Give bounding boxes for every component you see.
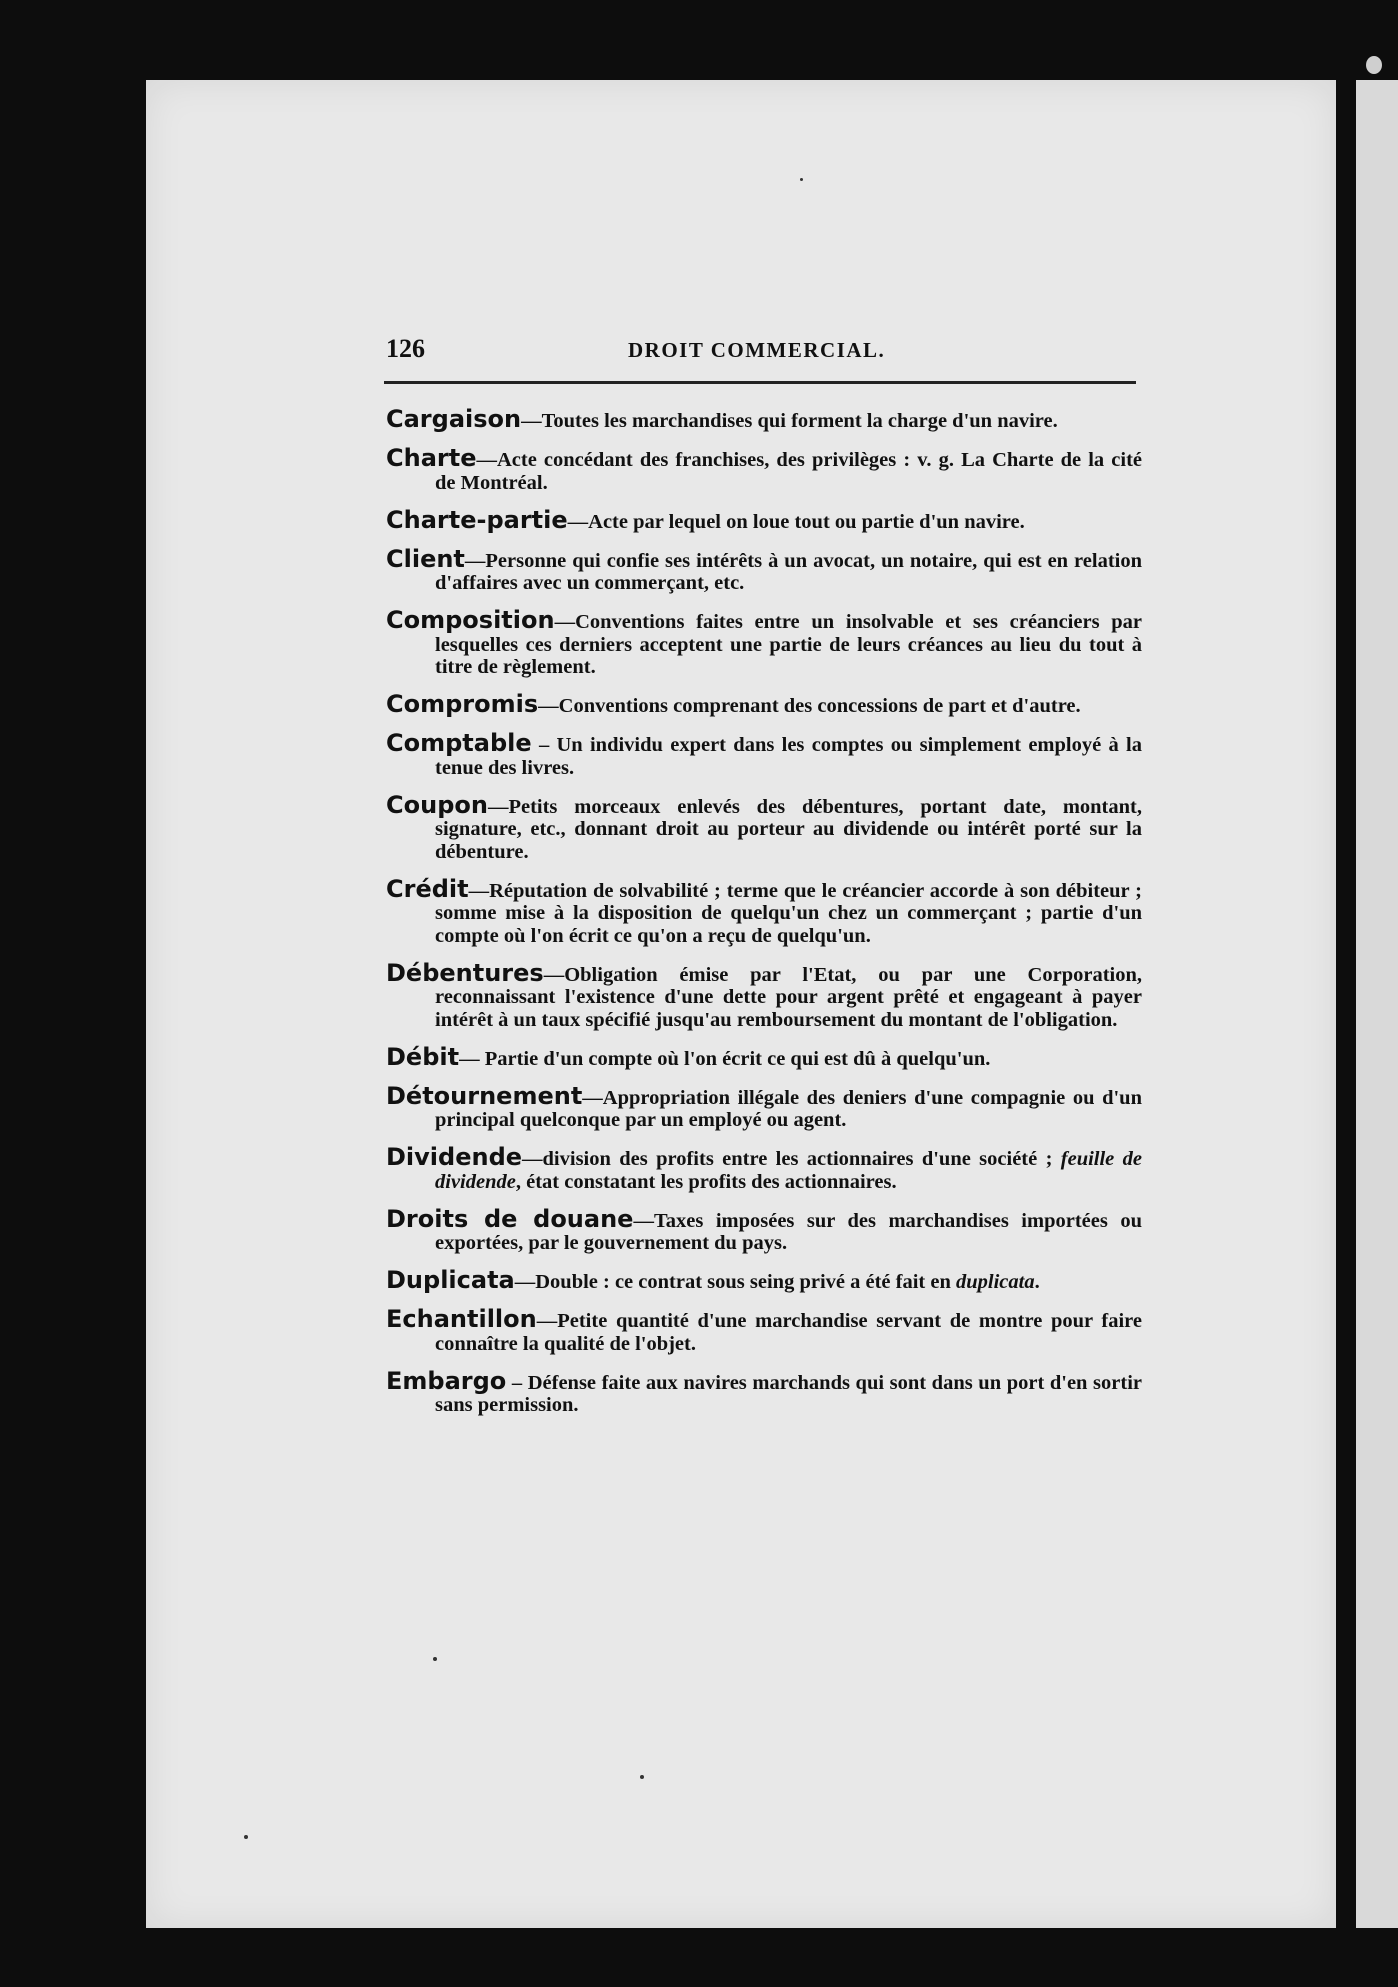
glossary-entry [386, 1366, 1142, 1417]
scan-speck [244, 1835, 248, 1839]
glossary-entry [386, 1266, 1142, 1294]
entry-definition: —Toutes les marchandises qui forment la charge d'un navire. [521, 410, 1058, 432]
glossary-entry [386, 505, 1142, 534]
entry-definition: —Petite quantité d'une marchandise servant de montre pour faire connaître la qualité de l'objet. [435, 1310, 1142, 1355]
entry-definition-continued: . [1034, 1271, 1040, 1293]
glossary-entry [386, 1143, 1142, 1193]
entry-term: Crédit [386, 874, 469, 903]
glossary-entry [386, 1305, 1142, 1355]
entry-term: Echantillon [386, 1305, 537, 1333]
entry-term: Charte [386, 444, 477, 472]
entry-definition: —division des profits entre les actionnaires d'une société ; [522, 1148, 1061, 1170]
entry-term: Embargo [386, 1366, 507, 1395]
entry-term: Client [386, 544, 465, 573]
scan-blemish [1366, 56, 1382, 74]
entry-definition-continued: , état constatant les profits des actionnaires. [515, 1170, 897, 1193]
glossary-entry [386, 1042, 1142, 1071]
entry-term: Droits de douane [386, 1204, 634, 1233]
entry-definition: —Personne qui confie ses intérêts à un avocat, un notaire, qui est en relation d'affaires avec un commerçant, etc. [435, 549, 1142, 594]
scan-speck [800, 178, 803, 181]
entry-term: Cargaison [386, 405, 522, 433]
entry-definition: —Réputation de solvabilité ; terme que le créancier accorde à son débiteur ; somme mise à la disposition de quelqu'un chez un commerçant ; partie d'un compte où l'on écrit ce qu'on a reçu de quelqu'un. [435, 879, 1142, 947]
entry-term: Coupon [386, 790, 488, 819]
glossary-entry [386, 958, 1142, 1032]
entry-definition: —Appropriation illégale des deniers d'une compagnie ou d'un principal quelconque par un employé ou agent. [435, 1086, 1142, 1131]
entry-term: Débentures [386, 958, 544, 987]
glossary-entry [386, 405, 1142, 433]
entry-definition: – Défense faite aux navires marchands qui sont dans un port d'en sortir sans permission. [435, 1371, 1142, 1416]
entry-definition: —Acte par lequel on loue tout ou partie d'un navire. [567, 510, 1025, 533]
glossary-entry [386, 444, 1142, 494]
glossary-entry [386, 1204, 1142, 1255]
glossary-entry [386, 729, 1142, 779]
entry-definition: —Taxes imposées sur des marchandises importées ou exportées, par le gouvernement du pays. [435, 1209, 1142, 1254]
entry-definition: – Un individu expert dans les comptes ou simplement employé à la tenue des livres. [435, 734, 1142, 779]
entry-definition: —Petits morceaux enlevés des débentures, portant date, montant, signature, etc., donnant droit au porteur au dividende ou intérêt porté sur la débenture. [435, 795, 1142, 863]
entry-italic-phrase: feuille de dividende [435, 1148, 1142, 1193]
entry-term: Duplicata [386, 1266, 515, 1294]
glossary-entry [386, 1081, 1142, 1132]
scan-speck [640, 1775, 644, 1779]
running-head: DROIT COMMERCIAL. [628, 338, 886, 362]
glossary-entry [386, 690, 1142, 718]
page-header [386, 334, 1138, 374]
entry-term: Composition [386, 606, 555, 634]
entry-definition: —Obligation émise par l'Etat, ou par une Corporation, reconnaissant l'existence d'une dette pour argent prêté et engageant à payer intérêt à un taux spécifié jusqu'au remboursement du montant de l'obligation. [435, 963, 1142, 1031]
facing-page-edge [1356, 80, 1398, 1928]
glossary-entry [386, 874, 1142, 948]
header-rule [384, 381, 1136, 384]
glossary-entry [386, 790, 1142, 864]
scan-speck [433, 1657, 437, 1661]
entry-definition: —Acte concédant des franchises, des privilèges : v. g. La Charte de la cité de Montréal. [435, 449, 1142, 494]
entry-term: Comptable [386, 729, 532, 757]
entry-term: Dividende [386, 1143, 523, 1171]
entry-term: Charte-partie [386, 505, 568, 534]
entry-definition: —Double : ce contrat sous seing privé a été fait en [514, 1271, 956, 1293]
entry-term: Débit [386, 1042, 460, 1071]
entry-definition: —Conventions comprenant des concessions de part et d'autre. [538, 695, 1081, 717]
glossary-entry [386, 544, 1142, 595]
entry-term: Détournement [386, 1081, 583, 1110]
page-number: 126 [386, 334, 425, 363]
glossary-entry [386, 606, 1142, 679]
entry-definition: — Partie d'un compte où l'on écrit ce qui est dû à quelqu'un. [459, 1047, 991, 1070]
entry-term: Compromis [386, 690, 539, 718]
glossary-entries [386, 405, 1142, 1431]
entry-definition: —Conventions faites entre un insolvable et ses créanciers par lesquelles ces derniers acceptent une partie de leurs créances au lieu du tout à titre de règlement. [435, 611, 1142, 678]
entry-italic-phrase: duplicata [956, 1271, 1035, 1293]
